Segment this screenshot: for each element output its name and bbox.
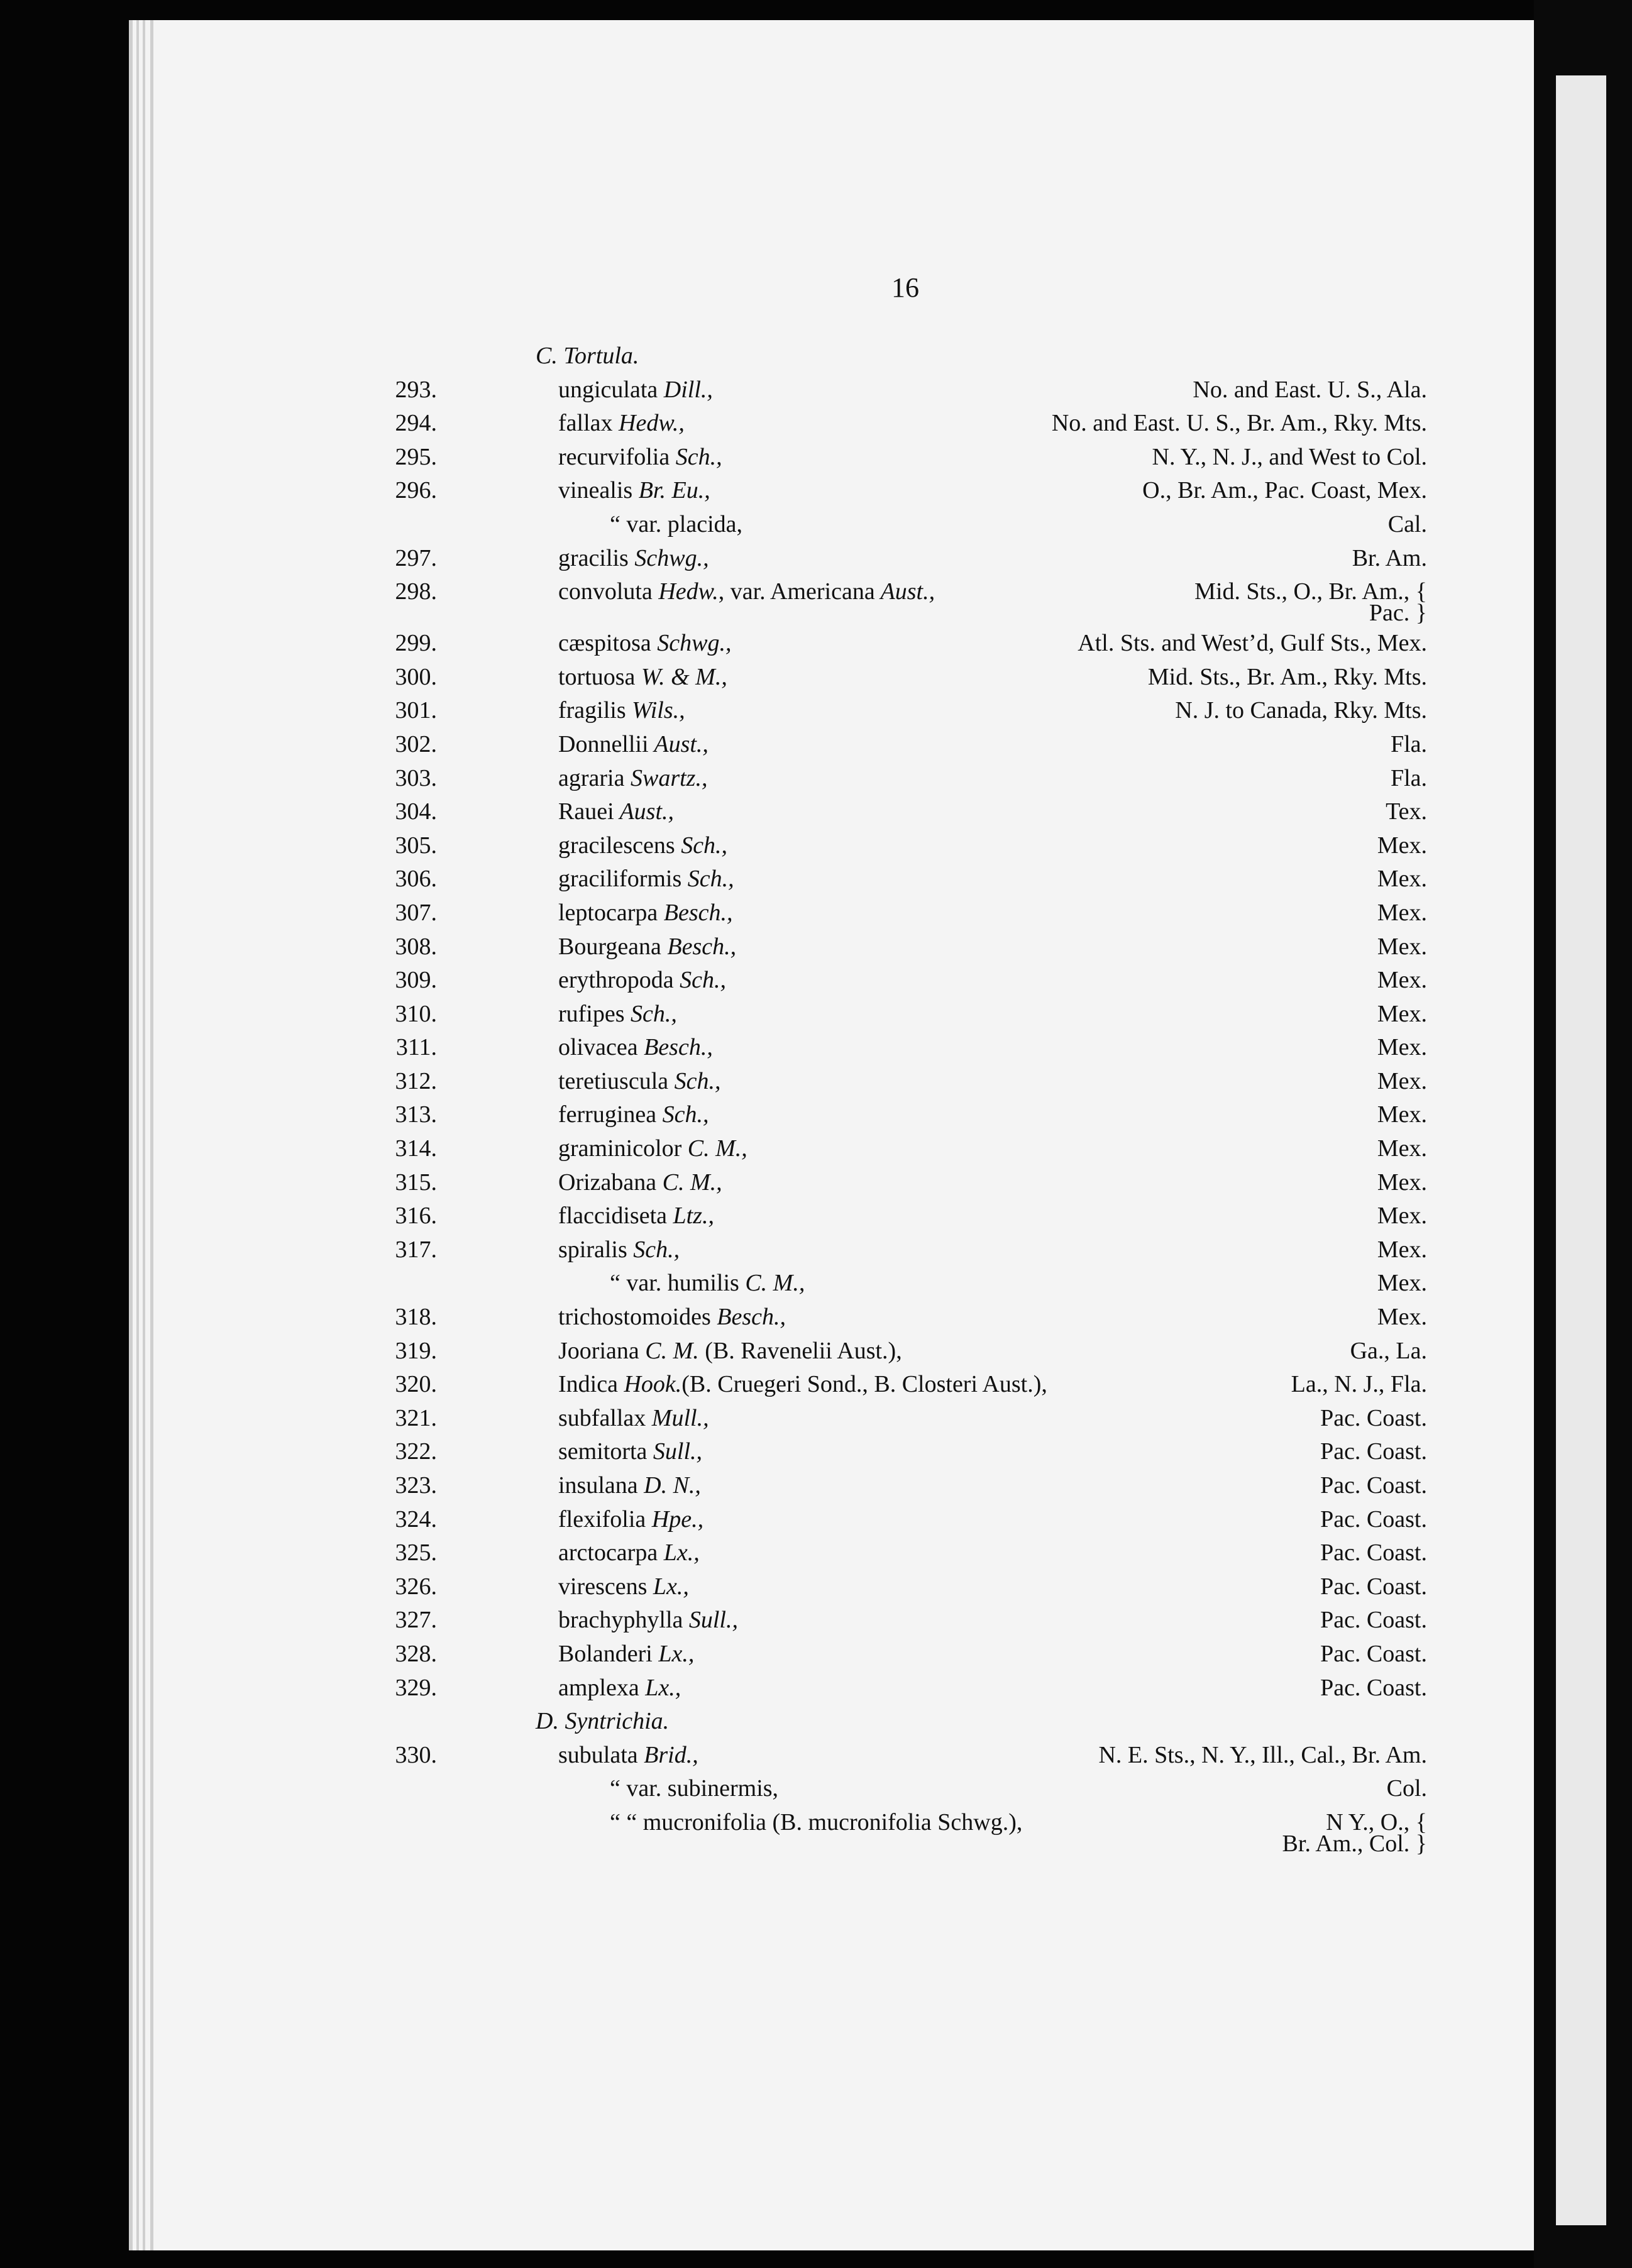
distribution: Col. [1386, 1775, 1427, 1802]
species-name: arctocarpa Lx., [558, 1539, 700, 1566]
authority: Br. Eu., [632, 477, 710, 504]
list-item [395, 694, 1427, 728]
list-item [395, 1031, 1427, 1065]
list-item [395, 627, 1427, 661]
entry-number: 311. [395, 1034, 437, 1061]
species-name: rufipes Sch., [558, 1000, 677, 1027]
entry-number: 300. [395, 663, 437, 690]
species-name: gracilescens Sch., [558, 832, 728, 859]
species-name: Jooriana C. M. (B. Ravenelii Aust.), [558, 1337, 902, 1364]
species-name: convoluta Hedw., var. Americana Aust., [558, 578, 935, 605]
list-item [395, 1536, 1427, 1570]
entry-number: 321. [395, 1404, 437, 1431]
list-item [395, 1233, 1427, 1267]
distribution: N. Y., N. J., and West to Col. [1152, 443, 1427, 470]
authority: Besch., [661, 933, 737, 960]
distribution: Mex. [1377, 866, 1427, 893]
distribution: N. J. to Canada, Rky. Mts. [1175, 697, 1427, 724]
species-name: “ “ mucronifolia (B. mucronifolia Schwg.), [610, 1808, 1023, 1836]
distribution: Atl. Sts. and West’d, Gulf Sts., Mex. [1078, 630, 1427, 657]
distribution: La., N. J., Fla. [1291, 1371, 1427, 1398]
list-item [395, 829, 1427, 863]
distribution: Pac. Coast. [1320, 1438, 1427, 1465]
species-name: “ var. subinermis, [610, 1775, 779, 1802]
entry-number: 294. [395, 410, 437, 437]
authority: Sch., [668, 1067, 721, 1094]
authority: Besch., [637, 1034, 713, 1061]
distribution: Mex. [1377, 1203, 1427, 1230]
entry-number: 317. [395, 1236, 437, 1263]
authority: Hook. [617, 1371, 682, 1398]
list-item [395, 474, 1427, 508]
entry-number: 318. [395, 1304, 437, 1331]
list-item [395, 1638, 1427, 1671]
species-name: brachyphylla Sull., [558, 1607, 738, 1634]
species-name: Donnellii Aust., [558, 730, 708, 757]
list-item [395, 542, 1427, 576]
species-name: Rauei Aust., [558, 798, 675, 825]
species-name: semitorta Sull., [558, 1438, 703, 1465]
entry-number: 308. [395, 933, 437, 960]
list-item [395, 1065, 1427, 1099]
authority: Schwg., [628, 544, 709, 571]
entry-number: 313. [395, 1101, 437, 1128]
list-item [395, 896, 1427, 930]
list-item [395, 1570, 1427, 1604]
list-item [395, 964, 1427, 998]
authority: Sch., [656, 1101, 709, 1128]
section-heading [465, 1705, 1427, 1739]
distribution: Mex. [1377, 967, 1427, 994]
species-name: flaccidiseta Ltz., [558, 1203, 714, 1230]
synonym-note: (B. Cruegeri Sond., B. Closteri Aust.), [681, 1371, 1047, 1398]
authority: Brid., [637, 1741, 698, 1768]
distribution: No. and East. U. S., Ala. [1193, 376, 1427, 403]
entry-number: 302. [395, 730, 437, 757]
species-name: leptocarpa Besch., [558, 899, 733, 926]
distribution: O., Br. Am., Pac. Coast, Mex. [1142, 477, 1427, 504]
species-name: subfallax Mull., [558, 1404, 709, 1431]
species-name: tortuosa W. & M., [558, 663, 727, 690]
species-name: olivacea Besch., [558, 1034, 713, 1061]
entry-number: 314. [395, 1135, 437, 1162]
distribution: Mex. [1377, 1101, 1427, 1128]
authority: Sch., [627, 1236, 680, 1263]
authority: Mull., [646, 1404, 709, 1431]
authority: C. M., [656, 1169, 722, 1196]
list-item [395, 1671, 1427, 1705]
distribution: Pac. Coast. [1320, 1674, 1427, 1701]
authority: D. N., [637, 1472, 701, 1499]
authority: Lx., [658, 1539, 700, 1566]
species-name: spiralis Sch., [558, 1236, 680, 1263]
distribution: N. E. Sts., N. Y., Ill., Cal., Br. Am. [1098, 1741, 1427, 1768]
authority: Sch., [681, 866, 734, 893]
species-name: “ var. humilis C. M., [610, 1270, 805, 1297]
species-name: fragilis Wils., [558, 697, 685, 724]
distribution: Mid. Sts., Br. Am., Rky. Mts. [1147, 663, 1427, 690]
entry-number: 305. [395, 832, 437, 859]
entry-number: 295. [395, 443, 437, 470]
species-name: flexifolia Hpe., [558, 1506, 704, 1533]
entry-number: 320. [395, 1371, 437, 1398]
entry-number: 325. [395, 1539, 437, 1566]
distribution: Mex. [1377, 1304, 1427, 1331]
authority: C. M. [639, 1337, 699, 1364]
distribution: Tex. [1386, 798, 1427, 825]
species-name: trichostomoides Besch., [558, 1304, 786, 1331]
entry-number: 319. [395, 1337, 437, 1364]
species-name: amplexa Lx., [558, 1674, 681, 1701]
authority: Sch., [675, 832, 728, 859]
distribution: Mid. Sts., O., Br. Am., { [1194, 578, 1427, 605]
entry-number: 326. [395, 1573, 437, 1600]
entry-number: 307. [395, 899, 437, 926]
species-name: graminicolor C. M., [558, 1135, 747, 1162]
distribution: Ga., La. [1350, 1337, 1427, 1364]
authority: Sch., [673, 967, 726, 994]
distribution: Mex. [1377, 1169, 1427, 1196]
list-item [395, 1199, 1427, 1233]
authority: Aust., [874, 578, 935, 605]
section-heading [465, 339, 1427, 373]
list-item [395, 407, 1427, 441]
entry-number: 301. [395, 697, 437, 724]
authority: Ltz., [667, 1203, 714, 1230]
species-name: “ var. placida, [610, 510, 743, 537]
entry-number: 324. [395, 1506, 437, 1533]
distribution: Br. Am. [1352, 544, 1427, 571]
distribution-continued: Pac. } [1369, 600, 1427, 627]
distribution: Pac. Coast. [1320, 1506, 1427, 1533]
list-item [395, 1503, 1427, 1537]
distribution: Mex. [1377, 1000, 1427, 1027]
species-name: Orizabana C. M., [558, 1169, 722, 1196]
authority: Wils., [626, 697, 685, 724]
authority: Sull., [647, 1438, 703, 1465]
page-edge [150, 20, 153, 2250]
species-name: cæspitosa Schwg., [558, 630, 732, 657]
distribution: Mex. [1377, 1236, 1427, 1263]
authority: Hpe., [646, 1506, 704, 1533]
species-name: ungiculata Dill., [558, 376, 713, 403]
list-item [395, 1739, 1427, 1773]
authority: C. M., [739, 1270, 805, 1297]
species-name: recurvifolia Sch., [558, 443, 722, 470]
list-item [395, 1301, 1427, 1335]
list-item [465, 508, 1427, 542]
distribution: Cal. [1387, 510, 1427, 537]
species-name: agraria Swartz., [558, 764, 708, 791]
list-item [395, 1469, 1427, 1503]
distribution: Pac. Coast. [1320, 1539, 1427, 1566]
species-name: teretiuscula Sch., [558, 1067, 721, 1094]
list-item [465, 1267, 1427, 1301]
species-name: graciliformis Sch., [558, 866, 734, 893]
distribution: Fla. [1390, 730, 1427, 757]
distribution: Mex. [1377, 1270, 1427, 1297]
distribution: No. and East. U. S., Br. Am., Rky. Mts. [1051, 410, 1427, 437]
entry-number: 327. [395, 1607, 437, 1634]
adjacent-page [1556, 75, 1606, 2225]
entry-number: 330. [395, 1741, 437, 1768]
authority: Lx., [639, 1674, 681, 1701]
entry-number: 310. [395, 1000, 437, 1027]
list-item [395, 930, 1427, 964]
species-name: virescens Lx., [558, 1573, 689, 1600]
authority: Schwg., [651, 630, 732, 657]
entry-number: 309. [395, 967, 437, 994]
species-name: C. Tortula. [536, 343, 639, 369]
distribution: Pac. Coast. [1320, 1607, 1427, 1634]
authority: C. M., [681, 1135, 747, 1162]
synonym-note: (B. mucronifolia Schwg.), [766, 1808, 1023, 1836]
entry-number: 304. [395, 798, 437, 825]
entry-number: 306. [395, 866, 437, 893]
species-name: Bourgeana Besch., [558, 933, 737, 960]
entry-number: 328. [395, 1640, 437, 1667]
list-item [395, 862, 1427, 896]
list-item [395, 575, 1427, 627]
list-item [395, 728, 1427, 762]
list-item [395, 1098, 1427, 1132]
list-item [395, 1166, 1427, 1200]
page-edge [143, 20, 145, 2250]
list-item [465, 1806, 1427, 1858]
authority: Aust., [614, 798, 675, 825]
list-item [395, 1132, 1427, 1166]
entry-number: 297. [395, 544, 437, 571]
entry-number: 315. [395, 1169, 437, 1196]
authority: Lx., [647, 1573, 689, 1600]
list-item [395, 661, 1427, 695]
list-item [395, 1604, 1427, 1638]
species-name: subulata Brid., [558, 1741, 698, 1768]
list-item [395, 1402, 1427, 1436]
distribution: Pac. Coast. [1320, 1404, 1427, 1431]
entry-number: 323. [395, 1472, 437, 1499]
entry-number: 293. [395, 376, 437, 403]
authority: Aust., [648, 730, 708, 757]
authority: Swartz., [624, 764, 708, 791]
distribution: Mex. [1377, 832, 1427, 859]
authority: Sch., [670, 443, 722, 470]
page-edge [129, 20, 133, 2250]
distribution: N Y., O., { [1326, 1808, 1427, 1836]
species-name: fallax Hedw., [558, 410, 685, 437]
species-name: vinealis Br. Eu., [558, 477, 710, 504]
entry-number: 322. [395, 1438, 437, 1465]
list-item [395, 1368, 1427, 1402]
distribution: Pac. Coast. [1320, 1640, 1427, 1667]
species-list [395, 339, 1427, 1858]
species-name: Bolanderi Lx., [558, 1640, 695, 1667]
distribution: Mex. [1377, 1135, 1427, 1162]
page-edge [136, 20, 139, 2250]
species-name: gracilis Schwg., [558, 544, 709, 571]
distribution-continued: Br. Am., Col. } [1282, 1830, 1427, 1857]
entry-number: 299. [395, 630, 437, 657]
list-item [465, 1772, 1427, 1806]
distribution: Mex. [1377, 1067, 1427, 1094]
synonym-note: (B. Ravenelii Aust.), [698, 1337, 902, 1364]
species-name: ferruginea Sch., [558, 1101, 709, 1128]
distribution: Fla. [1390, 764, 1427, 791]
list-item [395, 441, 1427, 475]
list-item [395, 373, 1427, 407]
distribution: Mex. [1377, 899, 1427, 926]
list-item [395, 1435, 1427, 1469]
authority: Sull., [683, 1607, 738, 1634]
species-name: Indica Hook.(B. Cruegeri Sond., B. Closteri Aust.), [558, 1371, 1047, 1398]
species-name: erythropoda Sch., [558, 967, 726, 994]
distribution: Mex. [1377, 933, 1427, 960]
authority: Hedw. [652, 578, 719, 605]
entry-number: 303. [395, 764, 437, 791]
entry-number: 296. [395, 477, 437, 504]
species-name: insulana D. N., [558, 1472, 701, 1499]
authority: Sch., [624, 1000, 677, 1027]
entry-number: 329. [395, 1674, 437, 1701]
list-item [395, 1335, 1427, 1368]
list-item [395, 795, 1427, 829]
entry-number: 312. [395, 1067, 437, 1094]
list-item [395, 762, 1427, 796]
authority: Lx., [652, 1640, 695, 1667]
list-item [395, 998, 1427, 1032]
distribution: Pac. Coast. [1320, 1573, 1427, 1600]
synonym-note: , var. Americana [718, 578, 875, 605]
authority: Besch., [658, 899, 733, 926]
entry-number: 298. [395, 578, 437, 605]
species-name: D. Syntrichia. [536, 1708, 670, 1735]
authority: Hedw., [612, 410, 685, 437]
entry-number: 316. [395, 1203, 437, 1230]
authority: Dill., [658, 376, 713, 403]
authority: Besch., [710, 1304, 786, 1331]
authority: W. & M., [635, 663, 727, 690]
distribution: Pac. Coast. [1320, 1472, 1427, 1499]
distribution: Mex. [1377, 1034, 1427, 1061]
page-number: 16 [891, 272, 919, 303]
